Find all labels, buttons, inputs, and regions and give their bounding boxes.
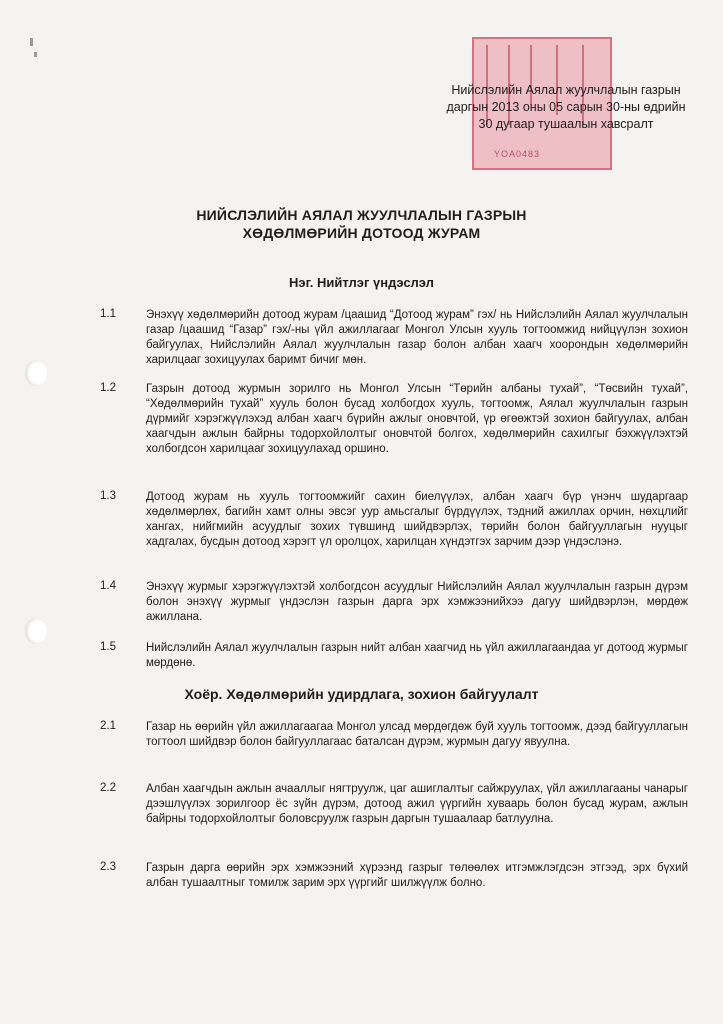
document-title-line2: ХӨДӨЛМӨРИЙН ДОТООД ЖУРАМ [242,225,481,241]
approval-note [416,82,716,133]
approval-note-line: Нийслэлийн Аялал жуулчлалын газрын [451,83,681,97]
approval-note-line: 30 дугаар тушаалын хавсралт [478,117,654,131]
item-number: 2.3 [100,861,116,873]
item-text: Нийслэлийн Аялал жуулчлалын газрын нийт албан хаагчид нь үйл ажиллагаандаа уг дотоод журмыг мөрдөнө. [146,642,688,669]
item-number: 2.1 [100,720,116,732]
item-number: 1.4 [100,580,116,592]
punch-hole [25,360,47,386]
item-text: Газрын дарга өөрийн эрх хэмжээний хүрээнд газрыг төлөөлөх итгэмжлэгдсэн этгээд, эрх бүхий албан тушаалтныг томилж зарим эрх үүргийг шилжүүлж болно. [146,862,688,889]
item-text: Энэхүү хөдөлмөрийн дотоод журам /цаашид “Дотоод журам” гэх/ нь Нийслэлийн Аялал жуулчлалын газар /цаашид “Газар” гэх/-ны үйл ажиллагааг Монгол Улсын хууль тогтоомжид нийцүүлэн зохион байгуулах, Нийслэлийн Аялал жуулчлалын газар болон албан хаагч хоорондын хөдөлмөрийн харилцааг зохицуулах баримт бичиг мөн. [146,309,688,366]
stamp-code: YOA0483 [494,149,541,159]
document-title-line1: НИЙСЛЭЛИЙН АЯЛАЛ ЖУУЛЧЛАЛЫН ГАЗРЫН [196,207,527,223]
item-text: Албан хаагчдын ажлын ачааллыг нягтруулж, цаг ашиглалтыг сайжруулах, үйл ажиллагааны чанарыг дээшлүүлэх зорилгоор ёс зүйн дүрэм, дотоод ажил үүргийн хуваарь болон бусад журам, ажлын байрны тодорхойлолтыг боловсруулж газрын даргын тушаалаар батлуулна. [146,783,688,825]
item-number: 1.1 [100,308,116,320]
section-heading: Нэг. Нийтлэг үндэслэл [289,275,434,290]
item-text: Энэхүү журмыг хэрэгжүүлэхтэй холбогдсон асуудлыг Нийслэлийн Аялал жуулчлалын газрын дүрэм болон энэхүү журмыг үндэслэн газрын дарга эрх хэмжээнийхээ дагуу шийдвэрлэн, мөрдөж ажиллана. [146,581,688,623]
item-number: 1.2 [100,382,116,394]
scan-mark [34,52,37,57]
item-text: Дотоод журам нь хууль тогтоомжийг сахин биелүүлэх, албан хаагч бүр үнэнч шударгаар хөдөлмөрлөх, багийн хамт олны эвсэг уур амьсгалыг бүрдүүлэх, тэдний ажиллах орчин, нөхцлийг хангах, нийгмийн асуудлыг зохих түвшинд шийдвэрлэх, төрийн болон байгууллагын нууцыг хадгалах, бусдын дотоод хэрэгт үл оролцох, харилцан хүндэтгэх зарчим дээр үндэслэнэ. [146,491,688,548]
item-text: Газрын дотоод журмын зорилго нь Монгол Улсын “Төрийн албаны тухай”, “Төсвийн тухай”, “Хөдөлмөрийн тухай” хууль болон бусад холбогдох хууль, тогтоомж, Аялал жуулчлалын газрын дүрмийг хэрэгжүүлэхэд албан хаагч бүрийн ажлыг оновчтой, үр өгөөжтэй зохион байгуулах, албан хаагчдын ажлын байрны тодорхойлолтыг оновчтой болгох, хөдөлмөрийн сахилгыг бэхжүүлэхтэй холбогдсон харилцааг зохицуулахад оршино. [146,383,688,455]
approval-note-line: даргын 2013 оны 05 сарын 30-ны өдрийн [446,100,686,114]
item-text: Газар нь өөрийн үйл ажиллагаагаа Монгол улсад мөрдөгдөж буй хууль тогтоомж, дээд байгууллагын тогтоол шийдвэр болон байгууллагаас баталсан дүрэм, журмын дагуу явуулна. [146,721,688,748]
item-number: 2.2 [100,782,116,794]
item-number: 1.3 [100,490,116,502]
punch-hole [25,618,47,644]
item-number: 1.5 [100,641,116,653]
section-heading: Хоёр. Хөдөлмөрийн удирдлага, зохион байгуулалт [184,686,539,702]
scan-mark [30,38,33,46]
